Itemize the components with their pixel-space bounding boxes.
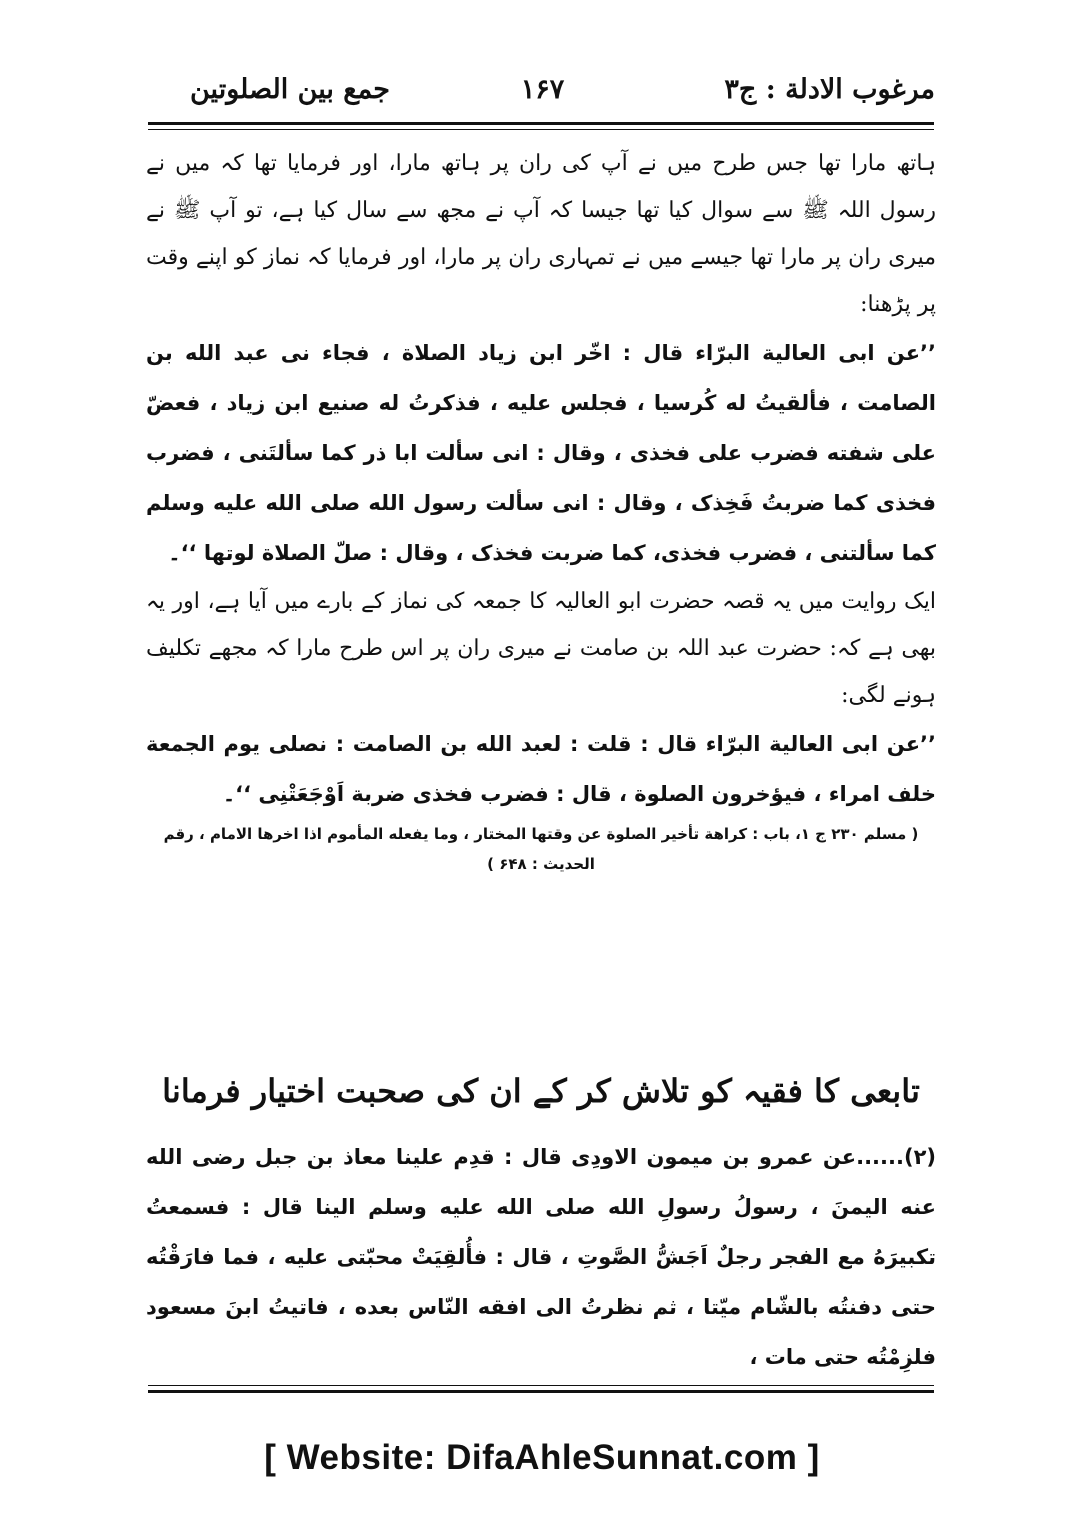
header-rule-thick bbox=[148, 122, 934, 125]
arabic-hadith-2: ’’عن ابی العالیة البرّاء قال : قلت : لعبد الله بن الصامت : نصلی یوم الجمعة خلف امراء ، فیؤخرون الصلوة ، قال : فضرب فخذی ضربة اَوْجَعَتْنِی ‘‘۔ bbox=[146, 732, 936, 806]
page-number: ۱۶۷ bbox=[520, 74, 565, 105]
footer-rule-thick bbox=[148, 1390, 934, 1393]
chapter-title: جمع بین الصلوتین bbox=[190, 74, 390, 105]
urdu-paragraph-2: ایک روایت میں یہ قصہ حضرت ابو العالیہ کا جمعہ کی نماز کے بارے میں آیا ہے، اور یہ بھی ہے کہ: حضرت عبد اللہ بن صامت نے میری ران پر اس طرح مارا کہ مجھے تکلیف ہونے لگی: bbox=[146, 589, 936, 708]
website-footer: [ Website: DifaAhleSunnat.com ] bbox=[264, 1438, 820, 1477]
header-rule-thin bbox=[148, 129, 934, 130]
main-text bbox=[146, 140, 936, 879]
hadith-reference: ( مسلم ۲۳۰ ج ۱، باب : کراهة تأخیر الصلوة عن وقتها المختار ، وما یفعله المأموم اذا اخرها الامام ، رقم الحدیث : ۶۴۸ ) bbox=[163, 825, 919, 873]
book-title: مرغوب الادلة : ج۳ bbox=[724, 74, 935, 105]
running-header bbox=[150, 66, 935, 120]
section-heading: تابعی کا فقیہ کو تلاش کر کے ان کی صحبت اختیار فرمانا bbox=[162, 1072, 920, 1110]
arabic-hadith-3: (۲)......عن عمرو بن میمون الاودِی قال : قدِم علینا معاذ بن جبل رضی الله عنه الیمنَ ، رسولُ رسولِ الله صلی الله علیه وسلم الینا قال : فسمعتُ تکبیرَهُ مع الفجر رجلٌ اَجَشُّ الصَّوتِ ، قال : فأُلقِیَتْ محبّتی علیه ، فما فارَقْتُه حتی دفنتُه بالشّام میّتا ، ثم نظرتُ الی افقه النّاس بعده ، فاتیتُ ابنَ مسعود فلزِمْتُه حتی مات ، bbox=[146, 1145, 936, 1369]
section-text bbox=[146, 1132, 936, 1382]
footer-rule-thin bbox=[148, 1385, 934, 1386]
urdu-paragraph-1: ہاتھ مارا تھا جس طرح میں نے آپ کی ران پر ہاتھ مارا، اور فرمایا تھا کہ میں نے رسول اللہ ﷺ سے سوال کیا تھا جیسا کہ آپ نے مجھ سے سال کیا ہے، تو آپ ﷺ نے میری ران پر مارا تھا جیسے میں نے تمہاری ران پر مارا، اور فرمایا کہ نماز کو اپنے وقت پر پڑھنا: bbox=[146, 151, 936, 317]
arabic-hadith-1: ’’عن ابی العالیة البرّاء قال : اخّر ابن زیاد الصلاة ، فجاء نی عبد الله بن الصامت ، فألقیتُ له کُرسیا ، فجلس علیه ، فذکرتُ له صنیع ابن زیاد ، فعضّ علی شفته فضرب علی فخذی ، وقال : انی سألت ابا ذر کما سألتَنی ، فضرب فخذی کما ضربتُ فَخِذک ، وقال : انی سألت رسول الله صلی الله علیه وسلم کما سألتنی ، فضرب فخذی، کما ضربت فخذک ، وقال : صلّ الصلاة لوتها ‘‘۔ bbox=[146, 341, 936, 565]
